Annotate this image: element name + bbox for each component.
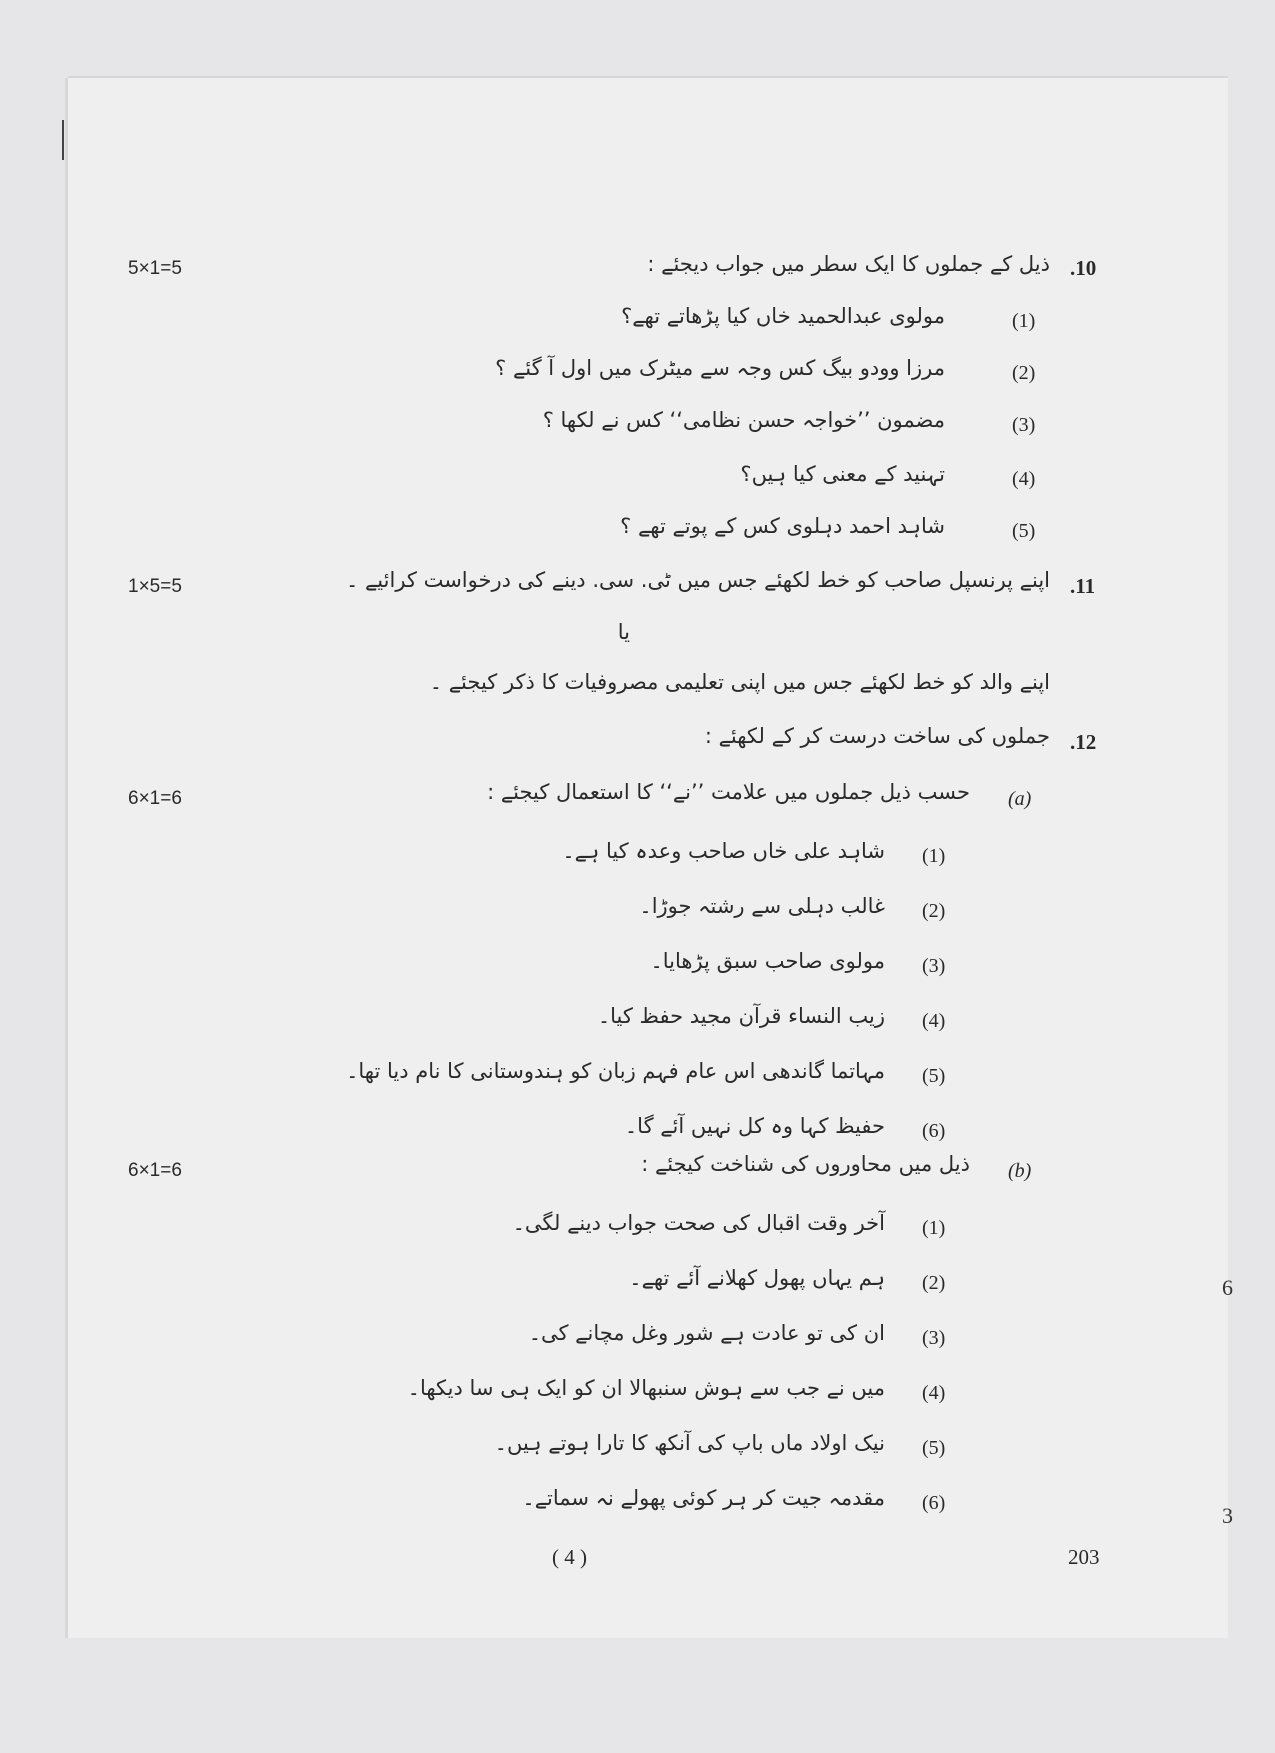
item-number: (6) (922, 1120, 946, 1142)
question-prompt-11: اپنے پرنسپل صاحب کو خط لکھئے جس میں ٹی. سی. دینے کی درخواست کرائیے ۔ (346, 568, 1050, 592)
paper-edge-mark (62, 120, 64, 160)
part-b-item: ان کی تو عادت ہے شور وغل مچانے کی۔ (528, 1321, 885, 1345)
item-number: (4) (922, 1010, 946, 1032)
part-b-item: ہم یہاں پھول کھلانے آئے تھے۔ (629, 1266, 885, 1290)
item-number: (2) (922, 1272, 946, 1294)
page-number: ( 4 ) (552, 1545, 587, 1569)
part-b-item: میں نے جب سے ہوش سنبھالا ان کو ایک ہی سا دیکھا۔ (407, 1376, 885, 1400)
part-a-item: غالب دہلی سے رشتہ جوڑا۔ (639, 894, 885, 918)
part-b-item: مقدمہ جیت کر ہر کوئی پھولے نہ سماتے۔ (522, 1486, 885, 1510)
item-number: (5) (1012, 520, 1036, 542)
question-prompt-12: جملوں کی ساخت درست کر کے لکھئے : (704, 724, 1050, 748)
question-item: مضمون ’’خواجہ حسن نظامی‘‘ کس نے لکھا ؟ (542, 408, 945, 432)
marks-q11: 1×5=5 (128, 576, 182, 597)
item-number: (3) (1012, 414, 1036, 436)
item-number: (4) (922, 1382, 946, 1404)
part-prompt-a: حسب ذیل جملوں میں علامت ’’نے‘‘ کا استعمال کیجئے : (487, 780, 970, 804)
question-item: تہنید کے معنی کیا ہیں؟ (740, 462, 945, 486)
item-number: (1) (922, 1217, 946, 1239)
question-item: مرزا وودو بیگ کس وجہ سے میٹرک میں اول آ گئے ؟ (495, 356, 945, 380)
question-number-12: .12 (1070, 730, 1097, 754)
paper-code: 203 (1068, 1545, 1100, 1569)
part-a-item: مولوی صاحب سبق پڑھایا۔ (650, 949, 885, 973)
item-number: (2) (1012, 362, 1036, 384)
question-item: مولوی عبدالحمید خاں کیا پڑھاتے تھے؟ (621, 304, 945, 328)
side-fragment-top: 6 (1222, 1275, 1233, 1300)
part-label-b: (b) (1008, 1160, 1032, 1182)
item-number: (2) (922, 900, 946, 922)
or-separator: یا (617, 620, 630, 644)
question-item: شاہد احمد دہلوی کس کے پوتے تھے ؟ (620, 514, 945, 538)
part-b-item: نیک اولاد ماں باپ کی آنکھ کا تارا ہوتے ہیں۔ (494, 1431, 885, 1455)
question-alternative-11: اپنے والد کو خط لکھئے جس میں اپنی تعلیمی مصروفیات کا ذکر کیجئے ۔ (429, 670, 1050, 694)
part-a-item: شاہد علی خاں صاحب وعدہ کیا ہے۔ (562, 839, 885, 863)
marks-12a: 6×1=6 (128, 788, 182, 809)
part-a-item: حفیظ کہا وہ کل نہیں آئے گا۔ (624, 1114, 885, 1138)
marks-12b: 6×1=6 (128, 1160, 182, 1181)
question-number-10: .10 (1070, 256, 1097, 280)
marks-q10: 5×1=5 (128, 258, 182, 279)
question-number-11: .11 (1070, 574, 1096, 598)
item-number: (3) (922, 1327, 946, 1349)
item-number: (5) (922, 1065, 946, 1087)
part-label-a: (a) (1008, 788, 1032, 810)
item-number: (1) (1012, 310, 1036, 332)
item-number: (5) (922, 1437, 946, 1459)
item-number: (4) (1012, 468, 1036, 490)
part-b-item: آخر وقت اقبال کی صحت جواب دینے لگی۔ (512, 1211, 885, 1235)
part-prompt-b: ذیل میں محاوروں کی شناخت کیجئے : (641, 1152, 970, 1176)
part-a-item: زیب النساء قرآن مجید حفظ کیا۔ (597, 1004, 885, 1028)
item-number: (1) (922, 845, 946, 867)
part-a-item: مہاتما گاندھی اس عام فہم زبان کو ہندوستانی کا نام دیا تھا۔ (346, 1059, 885, 1083)
question-prompt-10: ذیل کے جملوں کا ایک سطر میں جواب دیجئے : (647, 252, 1050, 276)
item-number: (6) (922, 1492, 946, 1514)
item-number: (3) (922, 955, 946, 977)
side-fragment-bottom: 3 (1222, 1503, 1233, 1528)
